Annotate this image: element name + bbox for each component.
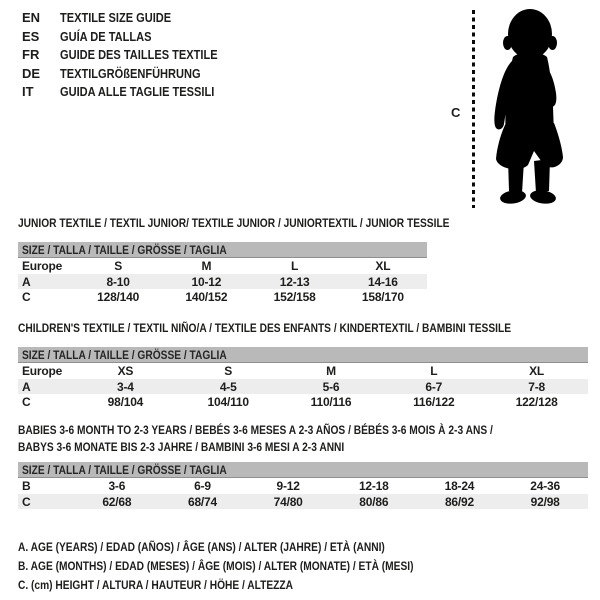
size-cell: 122/128 — [515, 395, 558, 410]
table-row — [18, 258, 427, 274]
size-cell: 98/104 — [107, 395, 144, 410]
language-code: FR — [22, 47, 40, 62]
language-row-it — [22, 83, 245, 102]
size-cell: 7-8 — [528, 379, 545, 394]
children-table-title — [18, 320, 598, 337]
junior-table-title — [18, 215, 526, 232]
size-cell: L — [430, 363, 438, 378]
row-label: Europe — [22, 258, 63, 273]
table-row — [18, 274, 427, 290]
size-cell: 12-18 — [358, 478, 389, 493]
language-code: EN — [22, 10, 41, 25]
footnote-c — [18, 576, 483, 595]
size-cell: 9-12 — [276, 478, 300, 493]
size-cell: XL — [529, 363, 545, 378]
language-header — [22, 9, 245, 102]
size-cell: 62/68 — [102, 494, 132, 509]
footnote-a — [18, 538, 483, 557]
row-label: A — [22, 379, 31, 394]
junior-table-grid — [18, 258, 427, 305]
size-header-label: SIZE / TALLA / TAILLE / GRÖSSE / TAGLIA — [22, 348, 227, 362]
size-cell: 110/116 — [310, 395, 352, 410]
size-cell: M — [326, 363, 336, 378]
title-line: BABYS 3-6 MONATE BIS 2-3 JAHRE / BAMBINI 3-6 MESI A 2-3 ANNI — [18, 440, 345, 454]
language-label: GUIDA ALLE TAGLIE TESSILI — [60, 84, 215, 99]
size-cell: 140/152 — [185, 290, 228, 305]
size-cell: 80/86 — [359, 494, 389, 509]
size-cell: 104/110 — [207, 395, 249, 410]
size-cell: 116/122 — [413, 395, 455, 410]
size-cell: 12-13 — [279, 274, 310, 289]
size-cell: 6-7 — [425, 379, 443, 394]
table-row — [18, 289, 427, 305]
footnote-b — [18, 557, 483, 576]
size-header-label: SIZE / TALLA / TAILLE / GRÖSSE / TAGLIA — [22, 463, 227, 477]
row-label: A — [22, 274, 31, 289]
language-row-en — [22, 9, 245, 28]
size-header-band — [18, 242, 427, 258]
language-label: TEXTILGRÖßENFÜHRUNG — [60, 65, 201, 81]
junior-size-table — [18, 242, 427, 305]
size-cell: XL — [375, 258, 391, 273]
size-cell: 4-5 — [219, 379, 237, 394]
row-label: B — [22, 478, 31, 493]
baby-silhouette-icon — [486, 7, 574, 209]
language-code: IT — [22, 84, 34, 99]
language-code: ES — [22, 28, 40, 44]
height-measure-label: C — [451, 105, 461, 120]
size-cell: 68/74 — [187, 494, 217, 509]
footnote-text: A. AGE (YEARS) / EDAD (AÑOS) / ÂGE (ANS) / ALTER (JAHRE) / ETÀ (ANNI) — [18, 540, 385, 554]
size-cell: 152/158 — [273, 290, 316, 305]
table-row — [18, 394, 588, 410]
table-row — [18, 363, 588, 379]
row-label: C — [22, 290, 31, 305]
size-cell: 158/170 — [361, 290, 404, 305]
size-cell: M — [201, 258, 212, 273]
children-size-table — [18, 347, 588, 410]
size-cell: L — [291, 258, 299, 273]
height-measure-line — [472, 10, 475, 208]
size-header-band — [18, 462, 588, 478]
footnote-text: B. AGE (MONTHS) / EDAD (MESES) / ÂGE (MOIS) / ALTER (MONATE) / ETÀ (MESI) — [18, 559, 414, 573]
language-row-es — [22, 28, 245, 47]
children-table-grid — [18, 363, 588, 410]
size-header-label: SIZE / TALLA / TAILLE / GRÖSSE / TAGLIA — [22, 243, 227, 257]
language-label: GUIDE DES TAILLES TEXTILE — [60, 47, 218, 62]
table-row — [18, 379, 588, 395]
row-label: C — [22, 395, 31, 410]
size-cell: 86/92 — [444, 494, 474, 509]
size-cell: 8-10 — [106, 274, 130, 289]
language-code: DE — [22, 65, 41, 81]
babies-size-table — [18, 462, 588, 509]
language-row-de — [22, 65, 245, 84]
measurement-footnotes — [18, 538, 483, 595]
size-cell: 3-6 — [108, 478, 126, 493]
babies-table-grid — [18, 478, 588, 509]
title-line: BABIES 3-6 MONTH TO 2-3 YEARS / BEBÉS 3-6 MESES A 2-3 AÑOS / BÉBÉS 3-6 MOIS À 2-3 ANS / — [18, 423, 493, 437]
footnote-text: C. (cm) HEIGHT / ALTURA / HAUTEUR / HÖHE / ALTEZZA — [18, 578, 294, 592]
babies-table-title — [18, 422, 577, 456]
title-line: JUNIOR TEXTILE / TEXTIL JUNIOR/ TEXTILE JUNIOR / JUNIORTEXTIL / JUNIOR TESSILE — [18, 216, 450, 230]
size-header-band — [18, 347, 588, 363]
language-label: GUÍA DE TALLAS — [60, 28, 152, 44]
size-cell: S — [114, 258, 123, 273]
size-cell: 24-36 — [530, 478, 560, 493]
table-row — [18, 478, 588, 494]
language-label: TEXTILE SIZE GUIDE — [60, 10, 172, 25]
size-cell: 6-9 — [194, 478, 211, 493]
size-cell: 5-6 — [322, 379, 340, 394]
size-cell: 92/98 — [530, 494, 560, 509]
table-row — [18, 494, 588, 510]
size-cell: 74/80 — [273, 494, 303, 509]
size-cell: 14-16 — [368, 274, 398, 289]
row-label: C — [22, 494, 31, 509]
title-line: CHILDREN'S TEXTILE / TEXTIL NIÑO/A / TEXTILE DES ENFANTS / KINDERTEXTIL / BAMBINI TESSILE — [18, 321, 512, 335]
size-cell: XS — [117, 363, 134, 378]
language-row-fr — [22, 46, 245, 65]
size-cell: S — [224, 363, 233, 378]
row-label: Europe — [22, 363, 63, 378]
size-cell: 10-12 — [191, 274, 222, 289]
size-cell: 18-24 — [444, 478, 475, 493]
size-cell: 128/140 — [97, 290, 140, 305]
size-cell: 3-4 — [117, 379, 134, 394]
